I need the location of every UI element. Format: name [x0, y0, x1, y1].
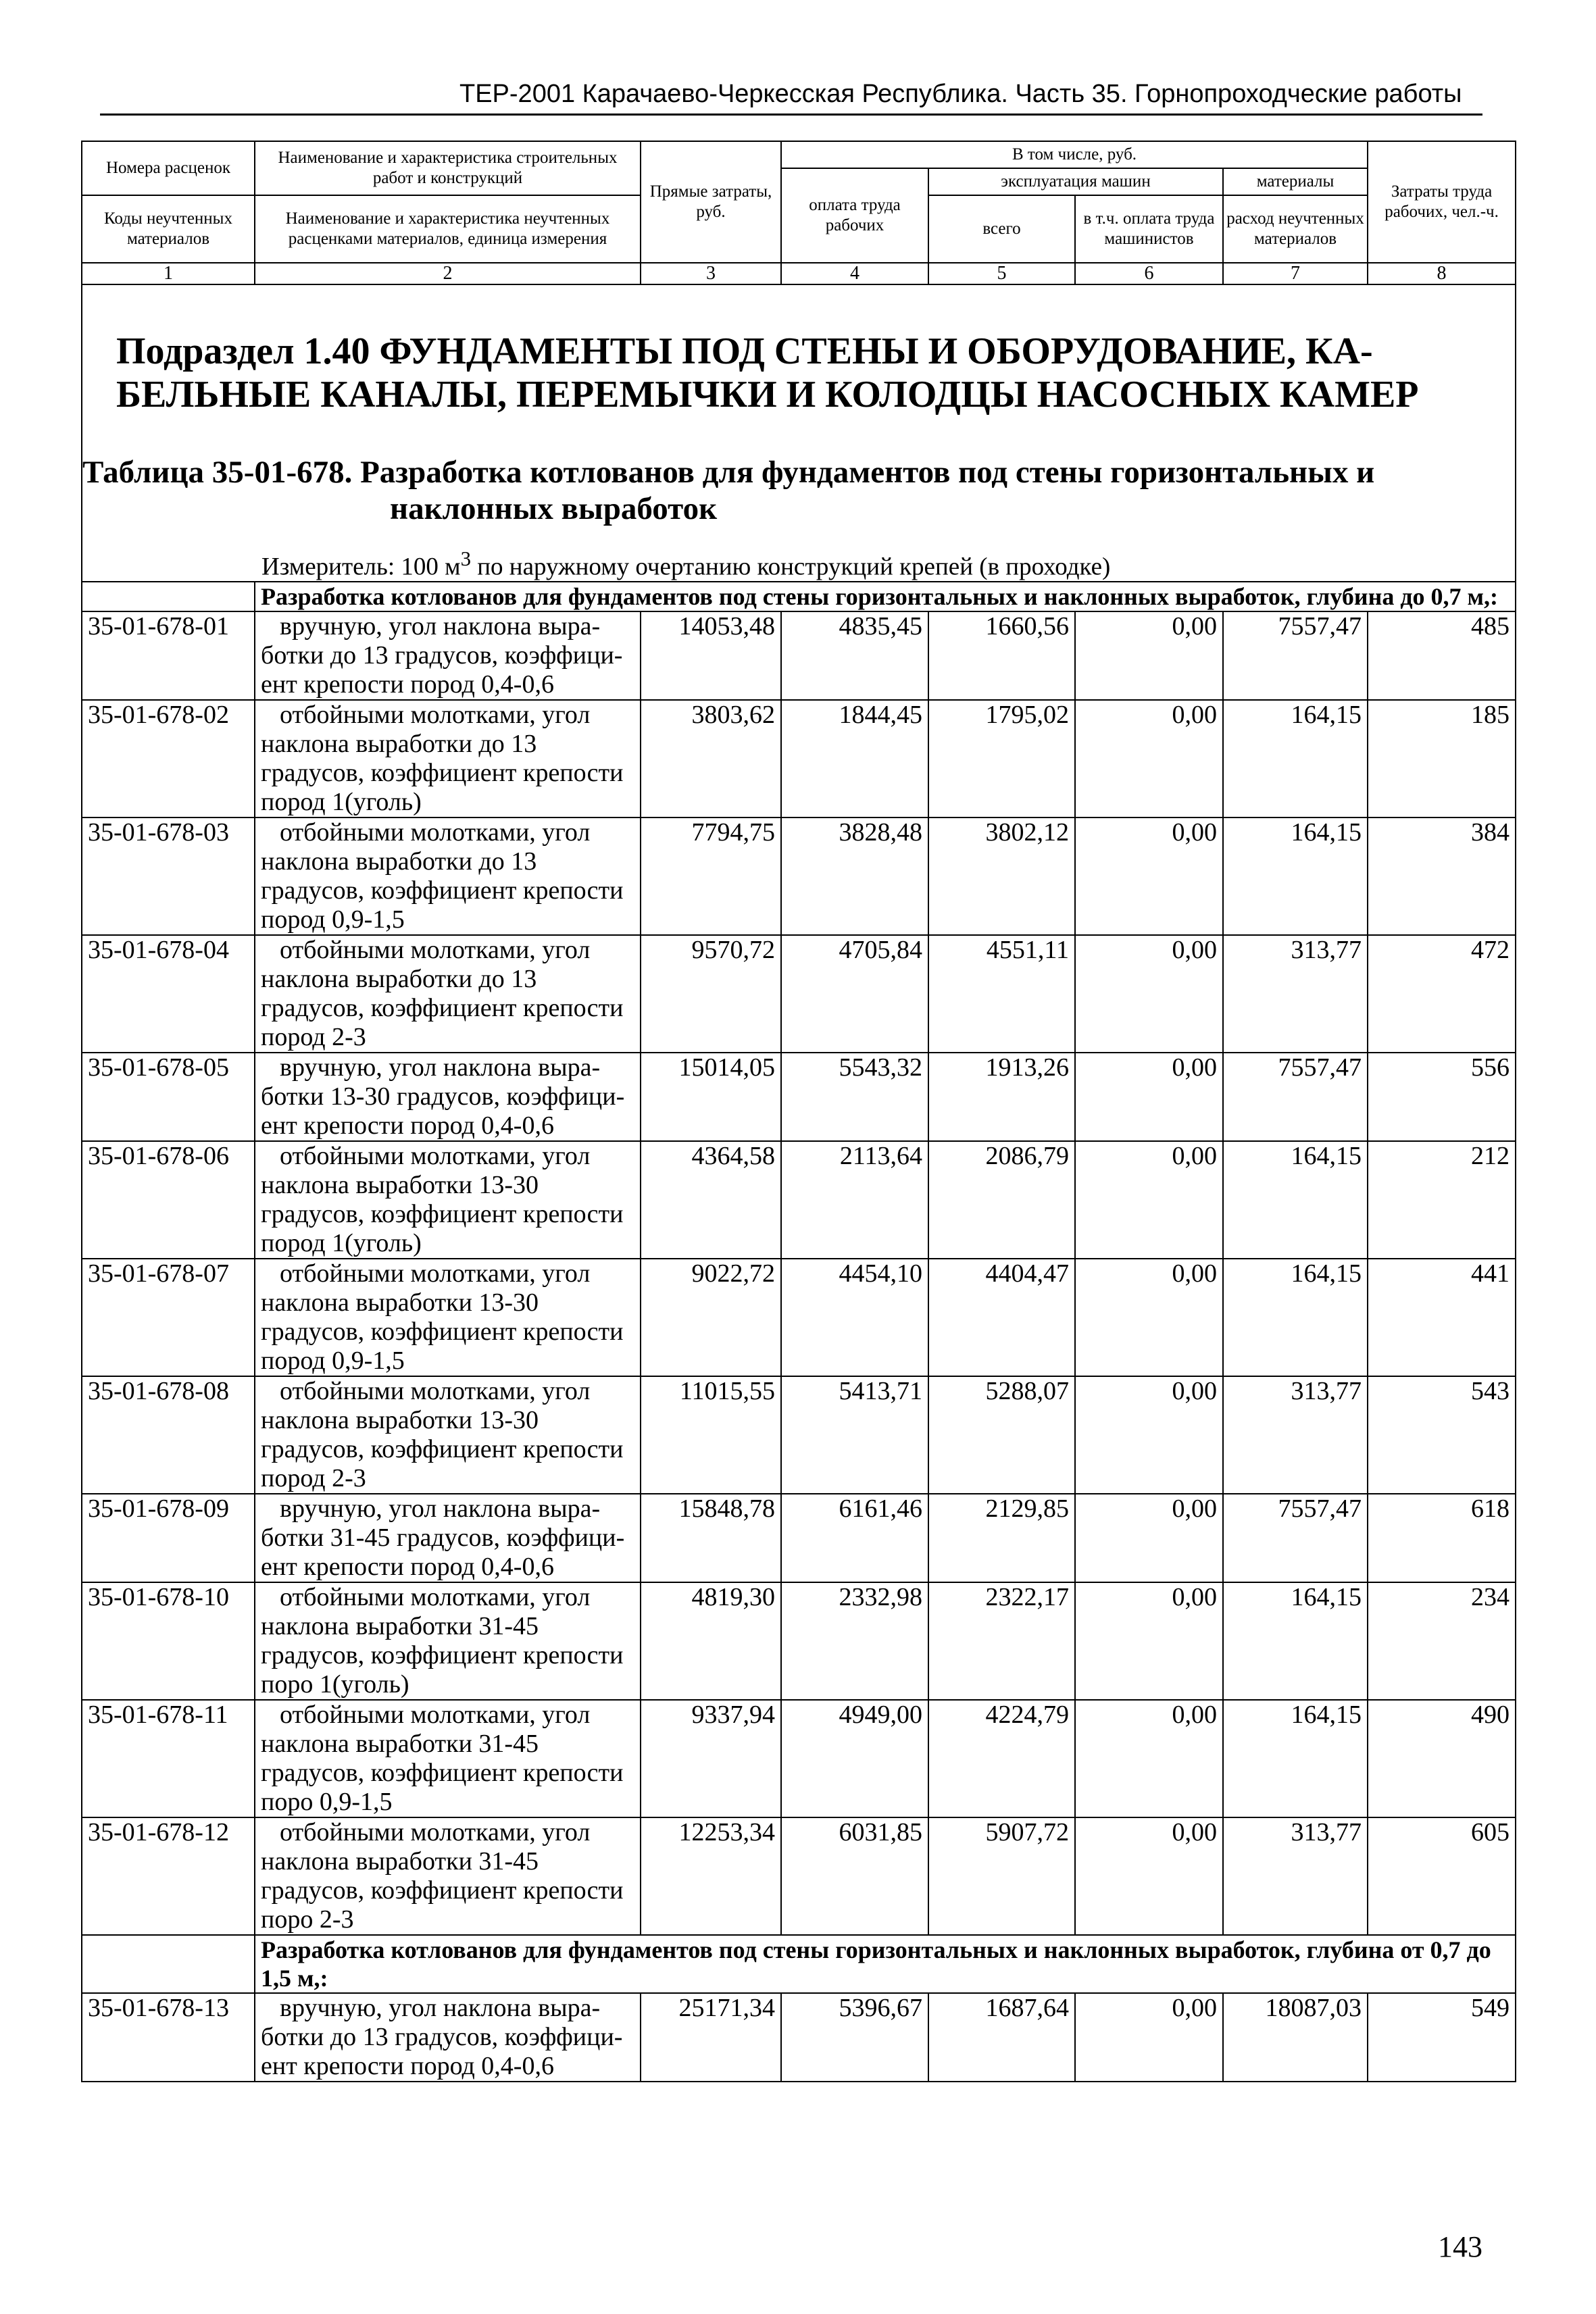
labor-pay: 4835,45: [781, 611, 928, 700]
col-header-including: В том числе, руб.: [781, 141, 1368, 168]
machines-total: 4404,47: [928, 1259, 1075, 1376]
machinist-pay: 0,00: [1075, 1817, 1223, 1935]
material-consumption: 164,15: [1223, 1700, 1368, 1817]
col-header-machines-total: всего: [928, 195, 1075, 263]
work-description: отбойными молотками, угол наклона выработки 31-45 градусов, коэффициент крепости поро 0,9-1,5: [255, 1700, 641, 1817]
labor-hours: 472: [1368, 935, 1516, 1053]
machinist-pay: 0,00: [1075, 1053, 1223, 1141]
material-consumption: 164,15: [1223, 1141, 1368, 1259]
labor-pay: 2113,64: [781, 1141, 928, 1259]
rate-code: 35-01-678-04: [82, 935, 255, 1053]
labor-hours: 234: [1368, 1582, 1516, 1700]
machines-total: 5288,07: [928, 1376, 1075, 1494]
work-description: вручную, угол наклона выра- ботки до 13 градусов, коэффици- ент крепости пород 0,4-0,6: [255, 1993, 641, 2082]
labor-hours: 485: [1368, 611, 1516, 700]
machinist-pay: 0,00: [1075, 1582, 1223, 1700]
rate-code: 35-01-678-07: [82, 1259, 255, 1376]
table-row: [82, 1817, 1516, 1935]
running-header: ТЕР-2001 Карачаево-Черкесская Республика. Часть 35. Горнопроходческие работы: [459, 80, 1462, 108]
col-number: 5: [928, 263, 1075, 284]
col-header-labor-pay: оплата труда рабочих: [781, 168, 928, 263]
table-row: [82, 1582, 1516, 1700]
labor-pay: 6031,85: [781, 1817, 928, 1935]
rate-code: 35-01-678-08: [82, 1376, 255, 1494]
rate-code: 35-01-678-12: [82, 1817, 255, 1935]
direct-costs: 7794,75: [641, 818, 781, 935]
work-description: отбойными молотками, угол наклона выработки до 13 градусов, коэффициент крепости пород 0,9-1,5: [255, 818, 641, 935]
table-row: [82, 1141, 1516, 1259]
work-description: вручную, угол наклона выра- ботки до 13 градусов, коэффици- ент крепости пород 0,4-0,6: [255, 611, 641, 700]
work-description: вручную, угол наклона выра- ботки 13-30 градусов, коэффици- ент крепости пород 0,4-0,6: [255, 1053, 641, 1141]
col-number: 3: [641, 263, 781, 284]
work-description: отбойными молотками, угол наклона выработки 13-30 градусов, коэффициент крепости пород 0,9-1,5: [255, 1259, 641, 1376]
machinist-pay: 0,00: [1075, 935, 1223, 1053]
labor-pay: 5543,32: [781, 1053, 928, 1141]
machines-total: 5907,72: [928, 1817, 1075, 1935]
col-number: 4: [781, 263, 928, 284]
measure-suffix: по наружному очертанию конструкций крепей (в проходке): [471, 553, 1111, 581]
col-number: 1: [82, 263, 255, 284]
labor-pay: 6161,46: [781, 1494, 928, 1582]
material-consumption: 313,77: [1223, 1817, 1368, 1935]
labor-hours: 441: [1368, 1259, 1516, 1376]
direct-costs: 15848,78: [641, 1494, 781, 1582]
material-consumption: 7557,47: [1223, 1494, 1368, 1582]
labor-pay: 4705,84: [781, 935, 928, 1053]
column-numbers-row: [82, 263, 1516, 284]
rate-code: 35-01-678-02: [82, 700, 255, 818]
col-header-direct-costs: Прямые затраты, руб.: [641, 141, 781, 263]
col-header-machinist-pay: в т.ч. оплата труда машинистов: [1075, 195, 1223, 263]
work-description: отбойными молотками, угол наклона выработки 31-45 градусов, коэффициент крепости поро 1(уголь): [255, 1582, 641, 1700]
machines-total: 4224,79: [928, 1700, 1075, 1817]
machines-total: 1687,64: [928, 1993, 1075, 2082]
table-row: [82, 700, 1516, 818]
machinist-pay: 0,00: [1075, 1376, 1223, 1494]
labor-pay: 4454,10: [781, 1259, 928, 1376]
group-header-row: [82, 582, 1516, 611]
work-description: отбойными молотками, угол наклона выработки 31-45 градусов, коэффициент крепости поро 2-3: [255, 1817, 641, 1935]
labor-hours: 185: [1368, 700, 1516, 818]
machines-total: 4551,11: [928, 935, 1075, 1053]
group-empty-cell: [82, 1935, 255, 1993]
table-row: [82, 935, 1516, 1053]
col-header-material-codes: Коды неучтенных материалов: [82, 195, 255, 263]
direct-costs: 11015,55: [641, 1376, 781, 1494]
direct-costs: 25171,34: [641, 1993, 781, 2082]
table-title-line1: Таблица 35-01-678. Разработка котлованов для фундаментов под стены горизонтальных и: [82, 455, 1375, 490]
direct-costs: 4364,58: [641, 1141, 781, 1259]
machines-total: 2322,17: [928, 1582, 1075, 1700]
col-header-work-name: Наименование и характеристика строительных работ и конструкций: [255, 141, 641, 195]
rate-code: 35-01-678-13: [82, 1993, 255, 2082]
work-description: отбойными молотками, угол наклона выработки до 13 градусов, коэффициент крепости пород 1(уголь): [255, 700, 641, 818]
col-number: 7: [1223, 263, 1368, 284]
direct-costs: 9570,72: [641, 935, 781, 1053]
machines-total: 1795,02: [928, 700, 1075, 818]
machines-total: 2086,79: [928, 1141, 1075, 1259]
labor-hours: 490: [1368, 1700, 1516, 1817]
work-description: вручную, угол наклона выра- ботки 31-45 градусов, коэффици- ент крепости пород 0,4-0,6: [255, 1494, 641, 1582]
rate-code: 35-01-678-03: [82, 818, 255, 935]
work-description: отбойными молотками, угол наклона выработки 13-30 градусов, коэффициент крепости пород 2-3: [255, 1376, 641, 1494]
direct-costs: 14053,48: [641, 611, 781, 700]
table-row: [82, 1053, 1516, 1141]
rate-code: 35-01-678-10: [82, 1582, 255, 1700]
material-consumption: 18087,03: [1223, 1993, 1368, 2082]
machinist-pay: 0,00: [1075, 1494, 1223, 1582]
col-header-labor-hours: Затраты труда рабочих, чел.-ч.: [1368, 141, 1516, 263]
rate-code: 35-01-678-01: [82, 611, 255, 700]
machinist-pay: 0,00: [1075, 1259, 1223, 1376]
col-header-rate-numbers: Номера расценок: [82, 141, 255, 195]
labor-hours: 212: [1368, 1141, 1516, 1259]
labor-pay: 4949,00: [781, 1700, 928, 1817]
rate-code: 35-01-678-11: [82, 1700, 255, 1817]
direct-costs: 15014,05: [641, 1053, 781, 1141]
table-row: [82, 611, 1516, 700]
rates-table: [81, 141, 1516, 2082]
table-row: [82, 1700, 1516, 1817]
labor-pay: 5413,71: [781, 1376, 928, 1494]
material-consumption: 164,15: [1223, 1259, 1368, 1376]
table-row: [82, 1494, 1516, 1582]
material-consumption: 164,15: [1223, 1582, 1368, 1700]
measure-unit: [82, 527, 1515, 581]
machines-total: 1660,56: [928, 611, 1075, 700]
material-consumption: 164,15: [1223, 818, 1368, 935]
table-row: [82, 1259, 1516, 1376]
material-consumption: 164,15: [1223, 700, 1368, 818]
col-number: 6: [1075, 263, 1223, 284]
machinist-pay: 0,00: [1075, 1141, 1223, 1259]
labor-hours: 618: [1368, 1494, 1516, 1582]
direct-costs: 12253,34: [641, 1817, 781, 1935]
labor-hours: 556: [1368, 1053, 1516, 1141]
header-rule: [100, 114, 1482, 116]
col-header-material-consumption: расход неучтенных материалов: [1223, 195, 1368, 263]
work-description: отбойными молотками, угол наклона выработки 13-30 градусов, коэффициент крепости пород 1(уголь): [255, 1141, 641, 1259]
machines-total: 3802,12: [928, 818, 1075, 935]
labor-hours: 384: [1368, 818, 1516, 935]
labor-hours: 605: [1368, 1817, 1516, 1935]
group-title: Разработка котлованов для фундаментов под стены горизонтальных и наклонных выработок, глубина до 0,7 м,:: [255, 582, 1516, 611]
labor-pay: 1844,45: [781, 700, 928, 818]
work-description: отбойными молотками, угол наклона выработки до 13 градусов, коэффициент крепости пород 2-3: [255, 935, 641, 1053]
measure-sup: 3: [460, 547, 471, 570]
material-consumption: 313,77: [1223, 935, 1368, 1053]
labor-hours: 543: [1368, 1376, 1516, 1494]
table-row: [82, 1376, 1516, 1494]
col-header-material-names: Наименование и характеристика неучтенных расценками материалов, единица измерения: [255, 195, 641, 263]
labor-hours: 549: [1368, 1993, 1516, 2082]
table-title-line2: наклонных выработок: [390, 491, 718, 526]
group-header-row: [82, 1935, 1516, 1993]
group-title: Разработка котлованов для фундаментов под стены горизонтальных и наклонных выработок, глубина от 0,7 до 1,5 м,:: [255, 1935, 1516, 1993]
labor-pay: 2332,98: [781, 1582, 928, 1700]
material-consumption: 7557,47: [1223, 1053, 1368, 1141]
machinist-pay: 0,00: [1075, 700, 1223, 818]
labor-pay: 3828,48: [781, 818, 928, 935]
rate-code: 35-01-678-09: [82, 1494, 255, 1582]
col-header-materials: материалы: [1223, 168, 1368, 195]
direct-costs: 9022,72: [641, 1259, 781, 1376]
direct-costs: 9337,94: [641, 1700, 781, 1817]
col-header-machines: эксплуатация машин: [928, 168, 1223, 195]
machinist-pay: 0,00: [1075, 611, 1223, 700]
material-consumption: 313,77: [1223, 1376, 1368, 1494]
page-number: 143: [1438, 2230, 1482, 2263]
labor-pay: 5396,67: [781, 1993, 928, 2082]
machines-total: 1913,26: [928, 1053, 1075, 1141]
table-title: [82, 454, 1515, 527]
direct-costs: 4819,30: [641, 1582, 781, 1700]
rate-code: 35-01-678-05: [82, 1053, 255, 1141]
machines-total: 2129,85: [928, 1494, 1075, 1582]
rate-code: 35-01-678-06: [82, 1141, 255, 1259]
measure-prefix: Измеритель: 100 м: [261, 553, 461, 581]
direct-costs: 3803,62: [641, 700, 781, 818]
machinist-pay: 0,00: [1075, 1700, 1223, 1817]
material-consumption: 7557,47: [1223, 611, 1368, 700]
col-number: 8: [1368, 263, 1516, 284]
group-empty-cell: [82, 582, 255, 611]
machinist-pay: 0,00: [1075, 1993, 1223, 2082]
machinist-pay: 0,00: [1075, 818, 1223, 935]
table-row: [82, 818, 1516, 935]
section-title: Подраздел 1.40 ФУНДАМЕНТЫ ПОД СТЕНЫ И ОБОРУДОВАНИЕ, КА-БЕЛЬНЫЕ КАНАЛЫ, ПЕРЕМЫЧКИ И КОЛОДЦЫ НАСОСНЫХ КАМЕР: [116, 330, 1419, 416]
col-number: 2: [255, 263, 641, 284]
table-row: [82, 1993, 1516, 2082]
